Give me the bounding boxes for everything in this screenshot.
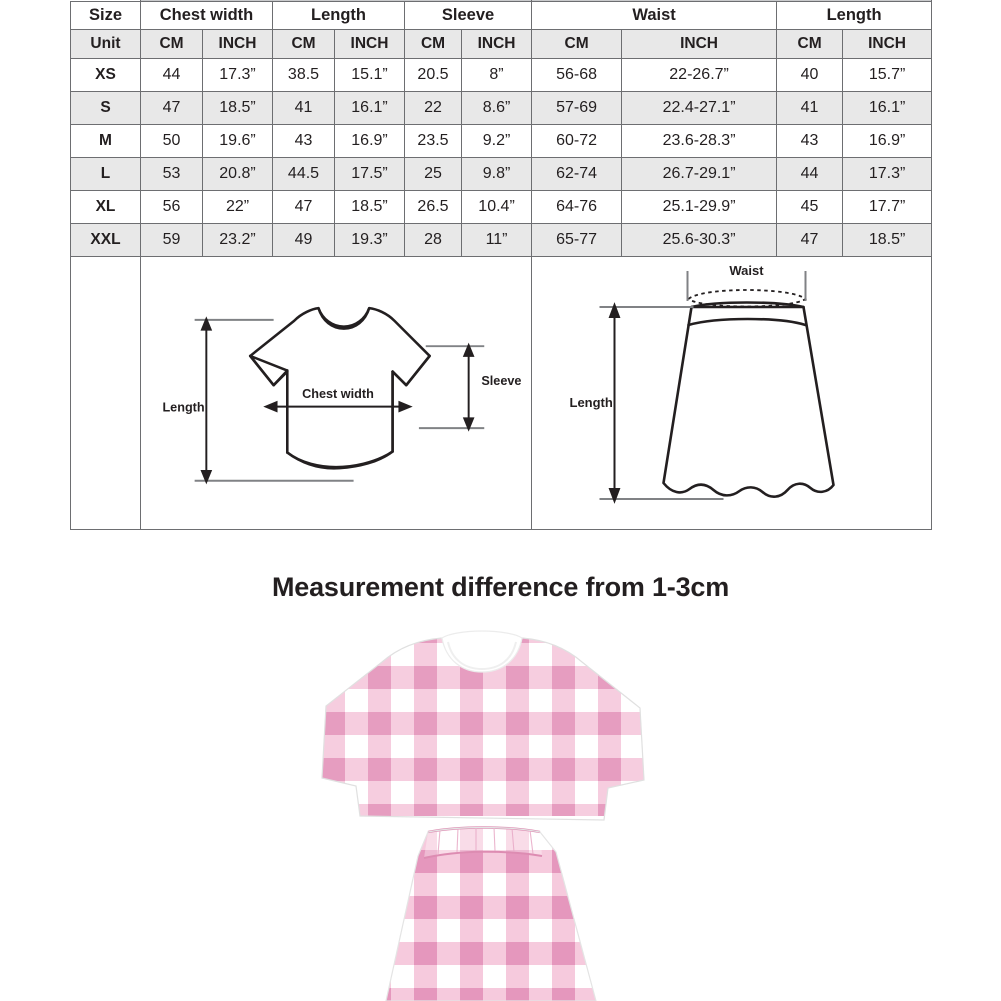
cell-chest-inch: 23.2” <box>203 224 273 257</box>
cell-skirtlength-cm: 40 <box>777 59 843 92</box>
cell-skirtlength-inch: 18.5” <box>843 224 932 257</box>
table-row <box>71 224 932 257</box>
cell-toplength-cm: 43 <box>273 125 335 158</box>
row-size-label: XS <box>71 59 141 92</box>
cell-sleeve-inch: 8.6” <box>462 92 532 125</box>
cell-chest-cm: 59 <box>141 224 203 257</box>
chest-arrow-head-left <box>266 402 277 411</box>
cell-skirtlength-cm: 47 <box>777 224 843 257</box>
cell-chest-cm: 44 <box>141 59 203 92</box>
unit-waist-inch: INCH <box>622 30 777 59</box>
cell-skirtlength-inch: 17.3” <box>843 158 932 191</box>
cell-skirtlength-cm: 43 <box>777 125 843 158</box>
cell-toplength-inch: 18.5” <box>335 191 405 224</box>
cell-waist-inch: 23.6-28.3” <box>622 125 777 158</box>
cell-toplength-inch: 19.3” <box>335 224 405 257</box>
table-row <box>71 92 932 125</box>
diagram-spacer-cell <box>71 257 141 530</box>
skirt-measurement-diagram <box>532 257 931 529</box>
table-row <box>71 125 932 158</box>
unit-toplength-cm: CM <box>273 30 335 59</box>
cell-chest-inch: 19.6” <box>203 125 273 158</box>
table-row <box>71 191 932 224</box>
cell-chest-inch: 17.3” <box>203 59 273 92</box>
cell-sleeve-cm: 23.5 <box>405 125 462 158</box>
cell-sleeve-cm: 22 <box>405 92 462 125</box>
cell-skirtlength-cm: 44 <box>777 158 843 191</box>
cell-sleeve-cm: 26.5 <box>405 191 462 224</box>
cell-chest-cm: 56 <box>141 191 203 224</box>
header-size: Size <box>71 2 141 30</box>
cell-skirtlength-inch: 17.7” <box>843 191 932 224</box>
cell-toplength-cm: 49 <box>273 224 335 257</box>
unit-skirtlength-inch: INCH <box>843 30 932 59</box>
cell-sleeve-inch: 10.4” <box>462 191 532 224</box>
tshirt-chest-width-label: Chest width <box>302 386 374 401</box>
product-photo <box>0 620 1001 1001</box>
skirt-length-label: Length <box>569 395 613 410</box>
skirt-waist-label: Waist <box>729 263 764 278</box>
cell-waist-cm: 62-74 <box>532 158 622 191</box>
unit-waist-cm: CM <box>532 30 622 59</box>
cell-toplength-cm: 41 <box>273 92 335 125</box>
cell-toplength-inch: 16.1” <box>335 92 405 125</box>
cell-skirtlength-inch: 16.9” <box>843 125 932 158</box>
cell-sleeve-inch: 8” <box>462 59 532 92</box>
cell-chest-inch: 20.8” <box>203 158 273 191</box>
cell-waist-inch: 22-26.7” <box>622 59 777 92</box>
skirt-garment <box>360 820 620 1001</box>
row-size-label: XXL <box>71 224 141 257</box>
cell-toplength-inch: 15.1” <box>335 59 405 92</box>
cell-waist-cm: 57-69 <box>532 92 622 125</box>
group-header-skirt-length: Length <box>777 2 932 30</box>
size-chart-table <box>70 0 932 530</box>
unit-label: Unit <box>71 30 141 59</box>
cell-skirtlength-inch: 15.7” <box>843 59 932 92</box>
cell-chest-inch: 22” <box>203 191 273 224</box>
group-header-chest-width: Chest width <box>141 2 273 30</box>
cell-waist-cm: 56-68 <box>532 59 622 92</box>
cell-waist-inch: 26.7-29.1” <box>622 158 777 191</box>
cell-chest-inch: 18.5” <box>203 92 273 125</box>
cell-chest-cm: 47 <box>141 92 203 125</box>
row-size-label: XL <box>71 191 141 224</box>
cell-waist-inch: 25.6-30.3” <box>622 224 777 257</box>
cell-toplength-inch: 17.5” <box>335 158 405 191</box>
cell-toplength-cm: 44.5 <box>273 158 335 191</box>
cell-skirtlength-cm: 41 <box>777 92 843 125</box>
cell-sleeve-inch: 9.2” <box>462 125 532 158</box>
crop-top-garment <box>300 620 700 860</box>
measurement-difference-caption: Measurement difference from 1-3cm <box>271 572 730 602</box>
table-row <box>71 59 932 92</box>
cell-waist-inch: 22.4-27.1” <box>622 92 777 125</box>
size-chart-table-wrapper <box>70 0 931 530</box>
table-diagram-row <box>71 257 932 530</box>
cell-waist-cm: 65-77 <box>532 224 622 257</box>
cell-sleeve-cm: 28 <box>405 224 462 257</box>
tshirt-length-label: Length <box>162 400 205 415</box>
unit-sleeve-inch: INCH <box>462 30 532 59</box>
table-row <box>71 158 932 191</box>
unit-skirtlength-cm: CM <box>777 30 843 59</box>
row-size-label: L <box>71 158 141 191</box>
cell-waist-inch: 25.1-29.9” <box>622 191 777 224</box>
cell-waist-cm: 64-76 <box>532 191 622 224</box>
cell-chest-cm: 50 <box>141 125 203 158</box>
cell-toplength-cm: 47 <box>273 191 335 224</box>
chest-arrow-head-right <box>399 402 410 411</box>
skirt-diagram-cell <box>532 257 932 530</box>
cell-toplength-cm: 38.5 <box>273 59 335 92</box>
table-unit-row <box>71 30 932 59</box>
cell-sleeve-cm: 25 <box>405 158 462 191</box>
tshirt-sleeve-label: Sleeve <box>481 374 522 389</box>
top-garment-diagram-cell <box>141 257 532 530</box>
unit-sleeve-cm: CM <box>405 30 462 59</box>
cell-toplength-inch: 16.9” <box>335 125 405 158</box>
group-header-waist: Waist <box>532 2 777 30</box>
unit-chest-inch: INCH <box>203 30 273 59</box>
cell-waist-cm: 60-72 <box>532 125 622 158</box>
row-size-label: S <box>71 92 141 125</box>
gingham-outfit-illustration <box>0 620 1001 1001</box>
group-header-sleeve: Sleeve <box>405 2 532 30</box>
cell-sleeve-inch: 9.8” <box>462 158 532 191</box>
unit-toplength-inch: INCH <box>335 30 405 59</box>
cell-sleeve-cm: 20.5 <box>405 59 462 92</box>
row-size-label: M <box>71 125 141 158</box>
table-group-header-row <box>71 2 932 30</box>
cell-skirtlength-cm: 45 <box>777 191 843 224</box>
unit-chest-cm: CM <box>141 30 203 59</box>
cell-chest-cm: 53 <box>141 158 203 191</box>
group-header-top-length: Length <box>273 2 405 30</box>
cell-sleeve-inch: 11” <box>462 224 532 257</box>
tshirt-measurement-diagram <box>141 257 531 529</box>
cell-skirtlength-inch: 16.1” <box>843 92 932 125</box>
